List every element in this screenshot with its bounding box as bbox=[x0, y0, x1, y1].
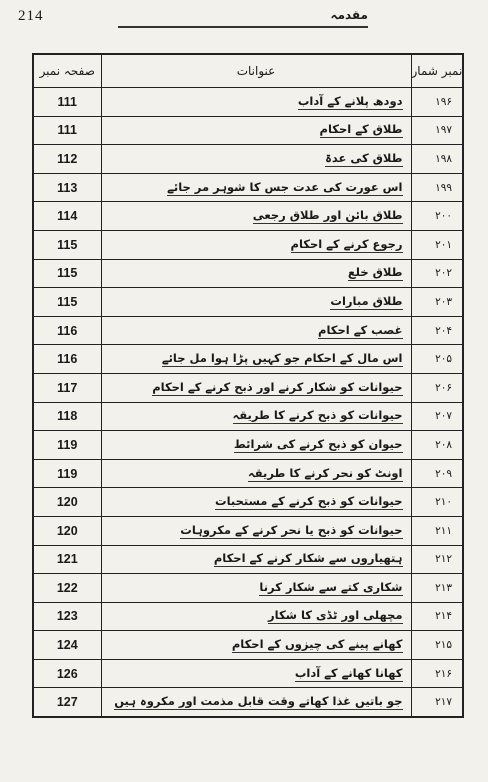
row-title: حیوانات کو ذبح یا نحر کرنے کے مکروہات bbox=[180, 522, 403, 537]
table-row bbox=[33, 202, 463, 231]
row-title: شکاری کتے سے شکار کرنا bbox=[259, 579, 403, 594]
row-serial-number: ۲۰۱ bbox=[411, 230, 463, 259]
row-serial-number: ۲۱۵ bbox=[411, 631, 463, 660]
row-page-number: 118 bbox=[33, 402, 101, 431]
row-serial-number: ۲۱۷ bbox=[411, 688, 463, 717]
row-serial-number: ۲۱۶ bbox=[411, 659, 463, 688]
row-page-number: 122 bbox=[33, 574, 101, 603]
row-page-number: 117 bbox=[33, 373, 101, 402]
row-title: غصب کے احکام bbox=[318, 322, 403, 337]
row-serial-number: ۲۰۲ bbox=[411, 259, 463, 288]
row-page-number: 113 bbox=[33, 173, 101, 202]
toc-table bbox=[32, 53, 464, 718]
table-row bbox=[33, 116, 463, 145]
row-title-cell bbox=[101, 288, 411, 317]
row-page-number: 114 bbox=[33, 202, 101, 231]
row-title-cell bbox=[101, 431, 411, 460]
row-page-number: 121 bbox=[33, 545, 101, 574]
row-title-cell bbox=[101, 488, 411, 517]
table-row bbox=[33, 88, 463, 117]
row-serial-number: ۱۹۸ bbox=[411, 145, 463, 174]
row-title-cell bbox=[101, 545, 411, 574]
table-row bbox=[33, 574, 463, 603]
row-page-number: 127 bbox=[33, 688, 101, 717]
row-title-cell bbox=[101, 316, 411, 345]
row-title: ہتھیاروں سے شکار کرنے کے احکام bbox=[213, 551, 403, 566]
row-serial-number: ۲۰۰ bbox=[411, 202, 463, 231]
row-title-cell bbox=[101, 574, 411, 603]
row-title: طلاق کے احکام bbox=[319, 122, 403, 137]
table-row bbox=[33, 631, 463, 660]
row-title: اس مال کے احکام جو کہیں پڑا ہوا مل جائے bbox=[161, 351, 403, 366]
header-page: صفحہ نمبر bbox=[33, 54, 101, 88]
row-page-number: 115 bbox=[33, 230, 101, 259]
row-title: اونٹ کو نحر کرنے کا طریقہ bbox=[248, 465, 403, 480]
row-title-cell bbox=[101, 202, 411, 231]
page-number: 214 bbox=[18, 8, 44, 24]
row-page-number: 120 bbox=[33, 516, 101, 545]
row-page-number: 124 bbox=[33, 631, 101, 660]
row-serial-number: ۲۰۴ bbox=[411, 316, 463, 345]
row-title-cell bbox=[101, 402, 411, 431]
row-title-cell bbox=[101, 688, 411, 717]
table-row bbox=[33, 659, 463, 688]
row-serial-number: ۲۱۴ bbox=[411, 602, 463, 631]
running-head-rule bbox=[118, 8, 368, 28]
table-row bbox=[33, 431, 463, 460]
row-serial-number: ۲۱۱ bbox=[411, 516, 463, 545]
row-title: طلاق مبارات bbox=[330, 293, 403, 308]
row-page-number: 115 bbox=[33, 259, 101, 288]
table-row bbox=[33, 373, 463, 402]
header-title: عنوانات bbox=[101, 54, 411, 88]
row-serial-number: ۲۰۵ bbox=[411, 345, 463, 374]
row-serial-number: ۱۹۹ bbox=[411, 173, 463, 202]
row-title-cell bbox=[101, 145, 411, 174]
row-title: حیوانات کو ذبح کرنے کا طریقہ bbox=[232, 408, 403, 423]
table-row bbox=[33, 345, 463, 374]
row-title-cell bbox=[101, 373, 411, 402]
row-title: طلاق بائن اور طلاق رجعی bbox=[252, 208, 403, 223]
row-page-number: 116 bbox=[33, 345, 101, 374]
table-row bbox=[33, 259, 463, 288]
row-page-number: 119 bbox=[33, 431, 101, 460]
row-title-cell bbox=[101, 345, 411, 374]
table-row bbox=[33, 288, 463, 317]
table-row bbox=[33, 459, 463, 488]
running-head: مقدمہ bbox=[330, 8, 368, 22]
row-title: طلاق خلع bbox=[347, 265, 403, 280]
row-serial-number: ۲۰۶ bbox=[411, 373, 463, 402]
row-serial-number: ۲۰۹ bbox=[411, 459, 463, 488]
row-serial-number: ۲۱۰ bbox=[411, 488, 463, 517]
row-serial-number: ۱۹۶ bbox=[411, 88, 463, 117]
row-title: حیوانات کو ذبح کرنے کے مستحبات bbox=[215, 494, 403, 509]
row-page-number: 120 bbox=[33, 488, 101, 517]
row-title-cell bbox=[101, 602, 411, 631]
table-row bbox=[33, 488, 463, 517]
row-title: جو باتیں غذا کھاتے وقت قابل مذمت اور مکروہ ہیں bbox=[114, 694, 403, 709]
row-title-cell bbox=[101, 631, 411, 660]
row-page-number: 112 bbox=[33, 145, 101, 174]
table-row bbox=[33, 173, 463, 202]
table-header-row bbox=[33, 54, 463, 88]
table-row bbox=[33, 230, 463, 259]
row-title: کھانے پینے کی چیزوں کے احکام bbox=[231, 637, 403, 652]
row-title: اس عورت کی عدت جس کا شوہر مر جائے bbox=[167, 179, 403, 194]
header-number: نمبر شمار bbox=[411, 54, 463, 88]
row-page-number: 115 bbox=[33, 288, 101, 317]
row-serial-number: ۲۱۲ bbox=[411, 545, 463, 574]
row-serial-number: ۲۱۳ bbox=[411, 574, 463, 603]
row-page-number: 116 bbox=[33, 316, 101, 345]
table-row bbox=[33, 688, 463, 717]
row-page-number: 126 bbox=[33, 659, 101, 688]
row-title-cell bbox=[101, 173, 411, 202]
table-row bbox=[33, 402, 463, 431]
table-row bbox=[33, 602, 463, 631]
row-title: مچھلی اور ٹڈی کا شکار bbox=[268, 608, 403, 623]
table-row bbox=[33, 516, 463, 545]
row-serial-number: ۲۰۳ bbox=[411, 288, 463, 317]
row-title-cell bbox=[101, 88, 411, 117]
row-title-cell bbox=[101, 459, 411, 488]
table-row bbox=[33, 145, 463, 174]
table-row bbox=[33, 316, 463, 345]
row-page-number: 111 bbox=[33, 116, 101, 145]
row-title: حیوانات کو شکار کرنے اور ذبح کرنے کے احکام bbox=[152, 379, 403, 394]
row-title: رجوع کرنے کے احکام bbox=[290, 236, 403, 251]
row-title: کھانا کھانے کے آداب bbox=[294, 665, 403, 680]
row-serial-number: ۲۰۸ bbox=[411, 431, 463, 460]
row-page-number: 119 bbox=[33, 459, 101, 488]
row-serial-number: ۱۹۷ bbox=[411, 116, 463, 145]
row-title: طلاق کی عدۃ bbox=[325, 150, 403, 165]
row-title-cell bbox=[101, 259, 411, 288]
row-title: دودھ پلانے کے آداب bbox=[297, 93, 403, 108]
row-serial-number: ۲۰۷ bbox=[411, 402, 463, 431]
toc-body bbox=[33, 88, 463, 718]
table-row bbox=[33, 545, 463, 574]
row-title-cell bbox=[101, 659, 411, 688]
row-title-cell bbox=[101, 116, 411, 145]
row-title-cell bbox=[101, 516, 411, 545]
row-title: حیوان کو ذبح کرنے کی شرائط bbox=[233, 436, 403, 451]
row-page-number: 111 bbox=[33, 88, 101, 117]
row-page-number: 123 bbox=[33, 602, 101, 631]
row-title-cell bbox=[101, 230, 411, 259]
